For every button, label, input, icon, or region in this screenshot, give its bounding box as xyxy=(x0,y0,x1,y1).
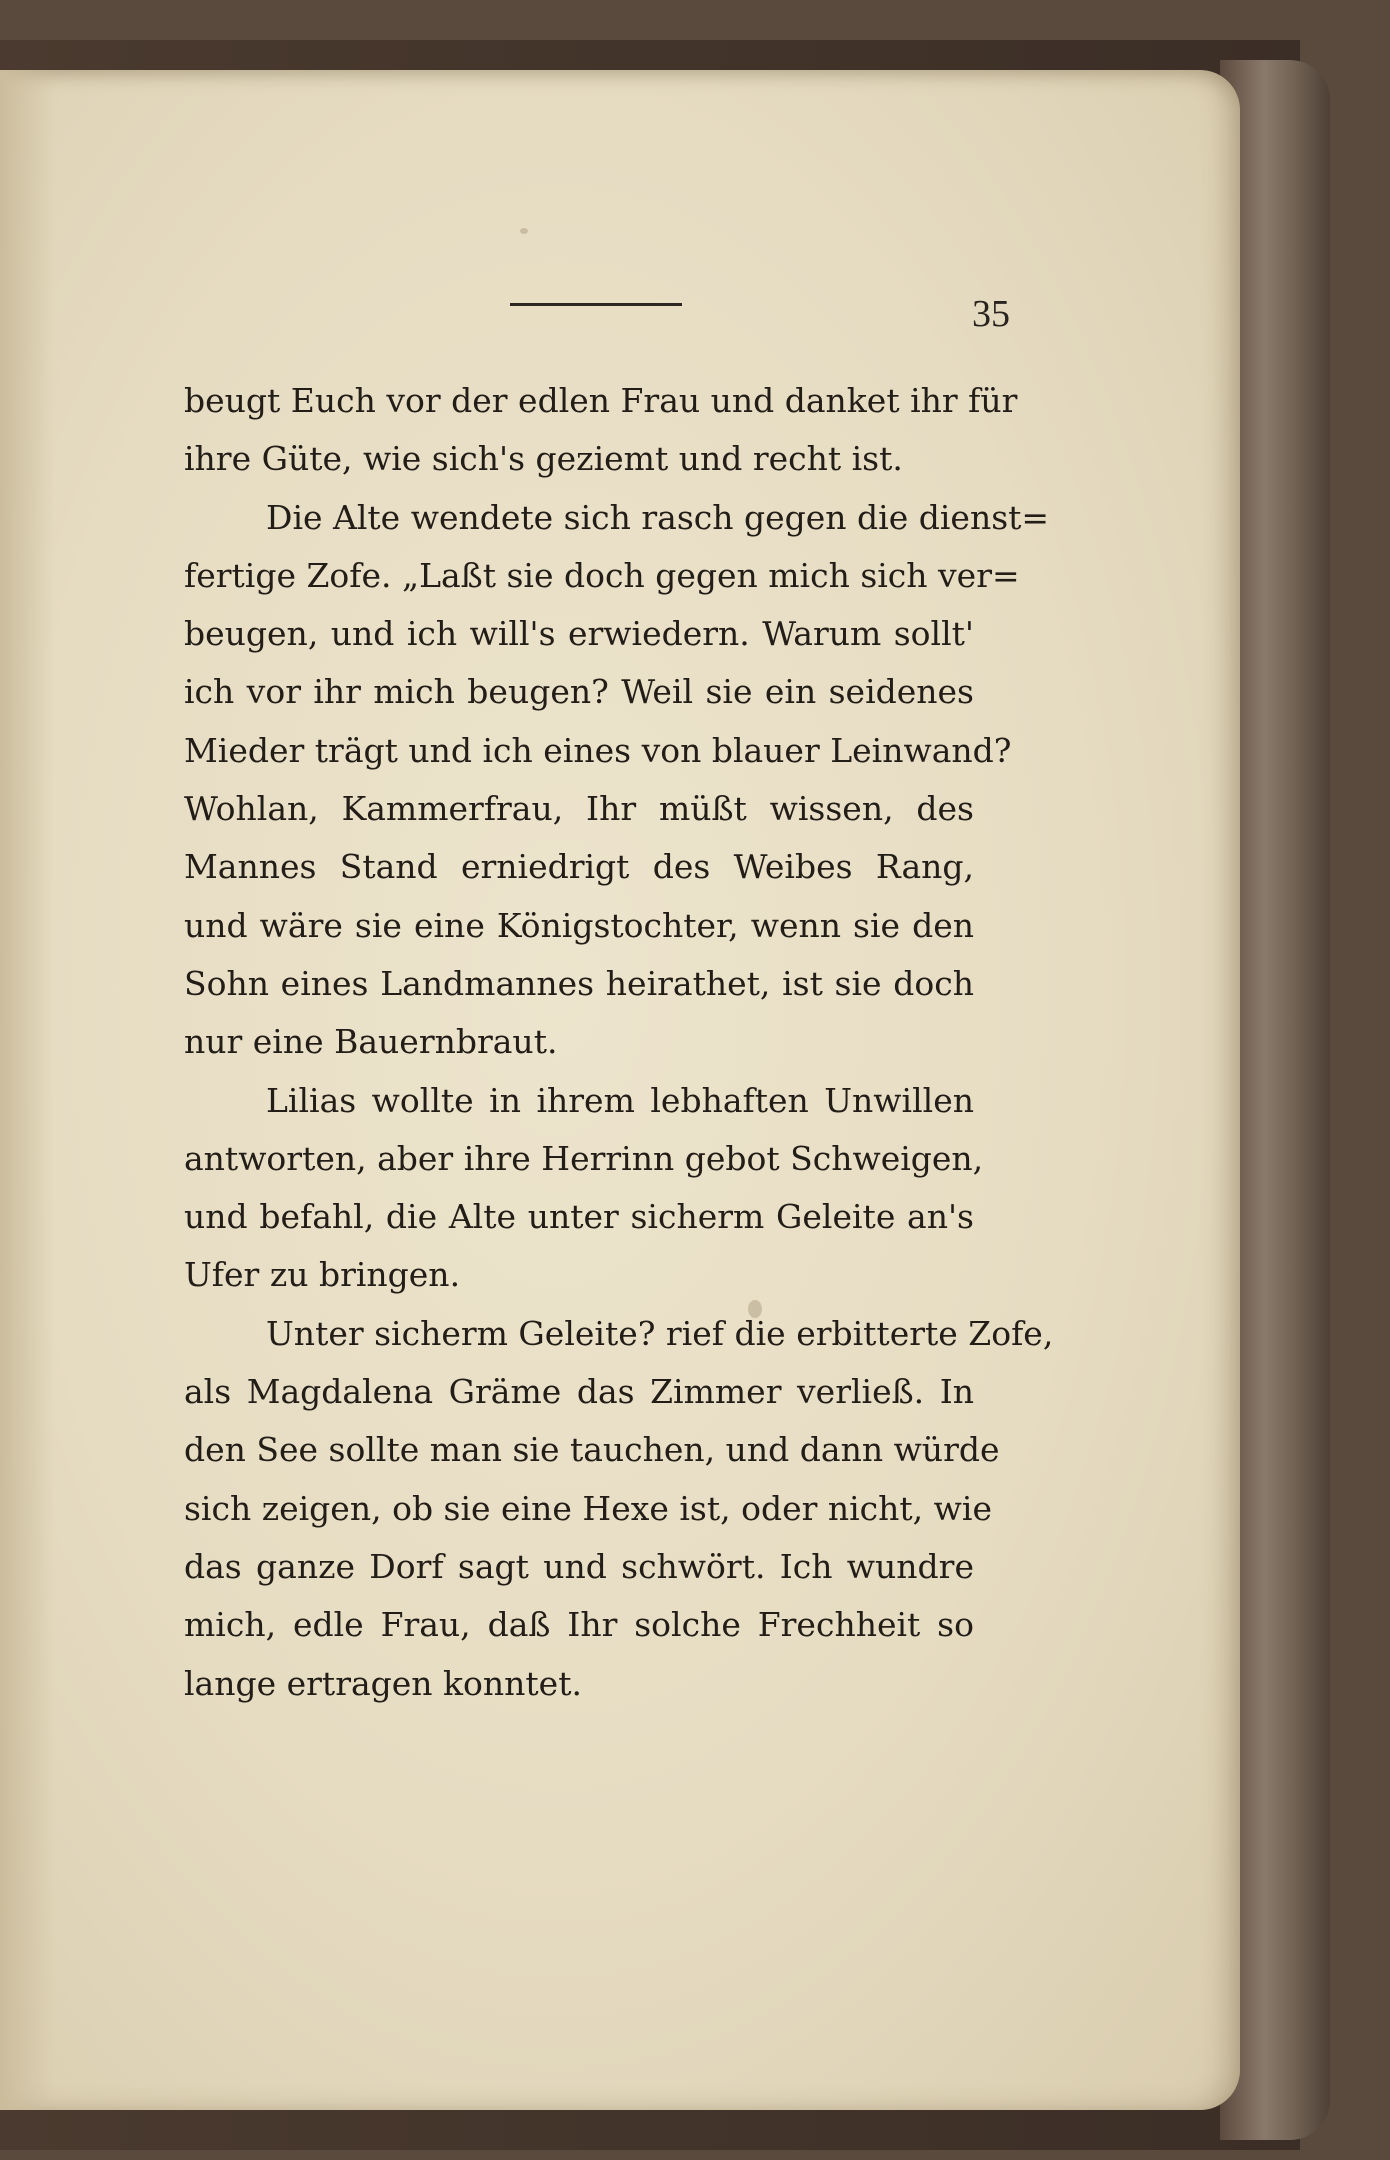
text-line: Sohn eines Landmannes heirathet, ist sie doch xyxy=(184,963,974,1003)
text-line: lange ertragen konntet. xyxy=(184,1663,582,1703)
text-line: und wäre sie eine Königstochter, wenn sie den xyxy=(184,905,974,945)
text-line: sich zeigen, ob sie eine Hexe ist, oder nicht, wie xyxy=(184,1488,992,1528)
text-line: den See sollte man sie tauchen, und dann würde xyxy=(184,1430,1000,1470)
text-line: Die Alte wendete sich rasch gegen die dienst= xyxy=(266,497,1050,537)
text-line: Lilias wollte in ihrem lebhaften Unwillen xyxy=(266,1080,974,1120)
text-line: beugen, und ich will's erwiedern. Warum sollt' xyxy=(184,614,974,654)
text-line: und befahl, die Alte unter sicherm Geleite an's xyxy=(184,1197,974,1237)
page-gutter xyxy=(0,70,55,2110)
text-line: mich, edle Frau, daß Ihr solche Frechheit so xyxy=(184,1605,974,1645)
header-rule xyxy=(510,303,682,306)
page-body-text xyxy=(184,372,1054,1713)
text-line: als Magdalena Gräme das Zimmer verließ. In xyxy=(184,1372,974,1412)
text-line: ihre Güte, wie sich's geziemt und recht ist. xyxy=(184,439,903,479)
text-line: Mieder trägt und ich eines von blauer Leinwand? xyxy=(184,730,1012,770)
text-line: Unter sicherm Geleite? rief die erbitterte Zofe, xyxy=(266,1313,1054,1353)
text-line: Ufer zu bringen. xyxy=(184,1255,461,1295)
text-line: fertige Zofe. „Laßt sie doch gegen mich sich ver= xyxy=(184,555,1020,595)
page-number: 35 xyxy=(972,293,1010,335)
text-line: nur eine Bauernbraut. xyxy=(184,1022,558,1062)
text-line: Mannes Stand erniedrigt des Weibes Rang, xyxy=(184,847,974,887)
text-line: ich vor ihr mich beugen? Weil sie ein seidenes xyxy=(184,672,974,712)
text-line: das ganze Dorf sagt und schwört. Ich wundre xyxy=(184,1546,974,1586)
text-line: beugt Euch vor der edlen Frau und danket ihr für xyxy=(184,381,1018,420)
text-line: Wohlan, Kammerfrau, Ihr müßt wissen, des xyxy=(184,789,974,829)
foxing-spot xyxy=(520,228,528,234)
text-line: antworten, aber ihre Herrinn gebot Schweigen, xyxy=(184,1138,984,1178)
